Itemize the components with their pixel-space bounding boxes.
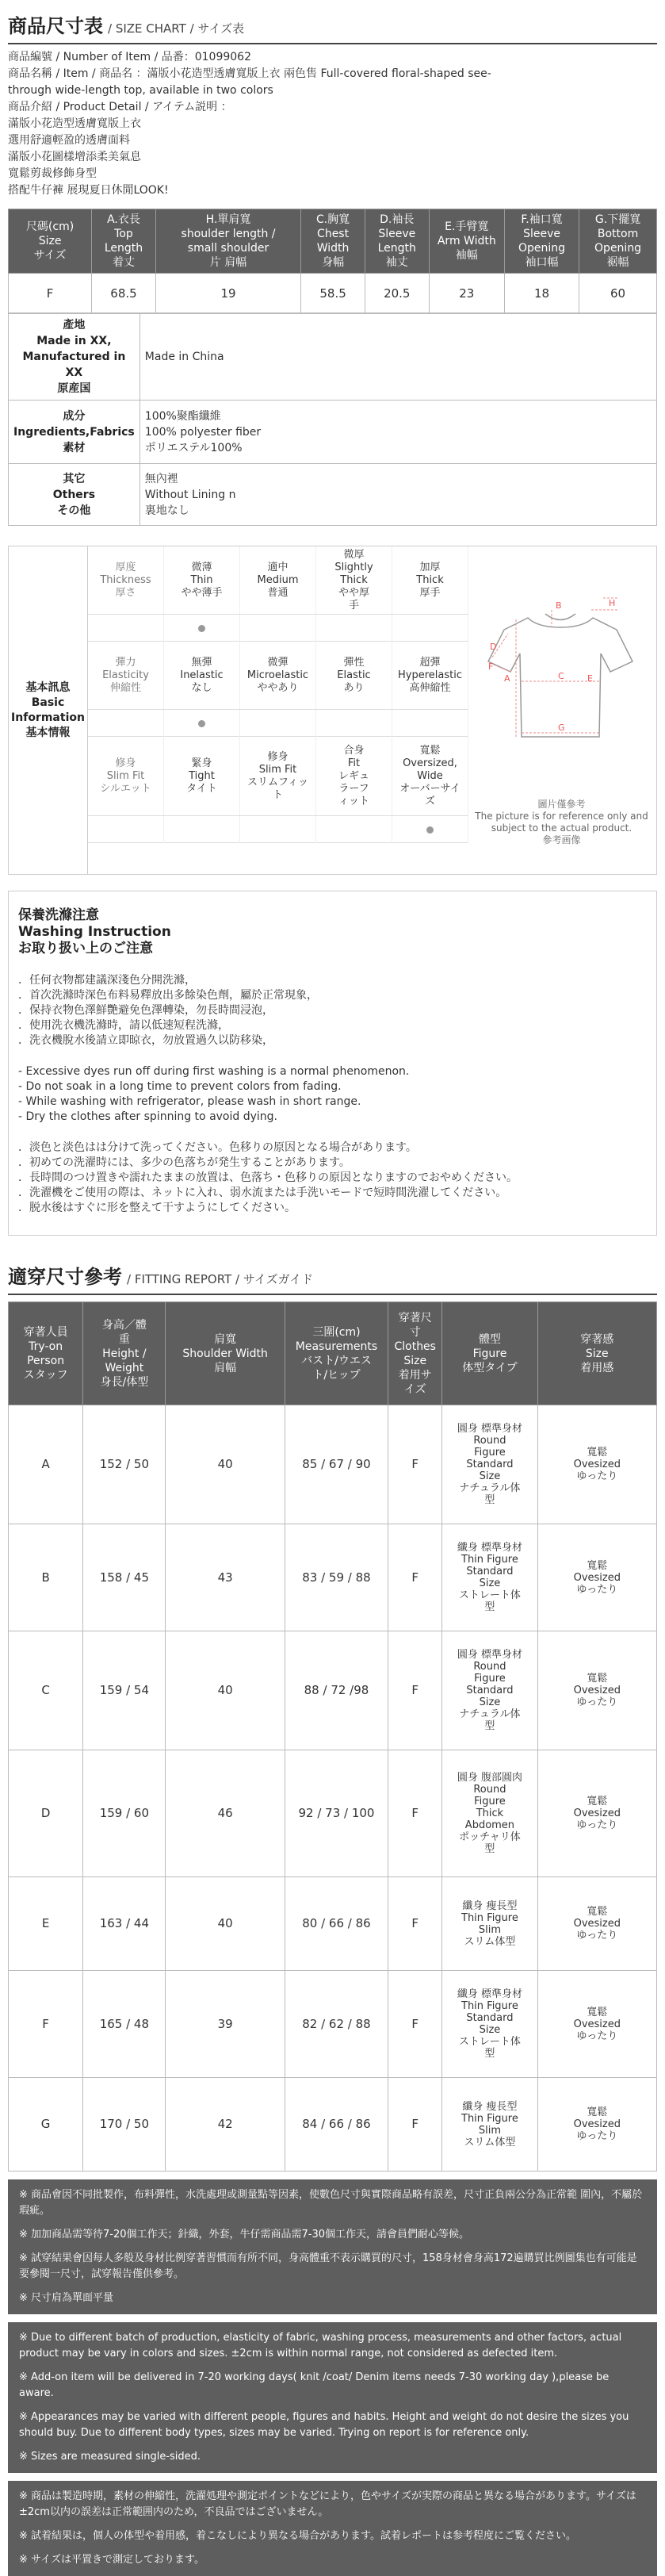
spacer: [88, 615, 164, 642]
notes-zh: [8, 2179, 657, 2314]
other-label: 其它 Others その他: [9, 464, 140, 526]
measurements: 82 / 62 / 88: [285, 1971, 388, 2078]
fitting-col-header: 身高／體 重 Height / Weight 身長/体型: [83, 1302, 166, 1405]
measurements: 84 / 66 / 86: [285, 2078, 388, 2172]
indicator-cell: [392, 615, 468, 642]
attribute-grid: [88, 546, 468, 843]
figure-label: H: [609, 598, 616, 608]
size-feel: 寬鬆 Ovesized ゆったり: [537, 1524, 656, 1631]
indicator-cell: [164, 615, 240, 642]
washing-line: - While washing with refrigerator, please wash in short range.: [18, 1095, 361, 1108]
product-info: [0, 44, 665, 199]
size-cell: 19: [155, 274, 300, 313]
size-chart-heading: [0, 10, 665, 38]
height-weight: 170 / 50: [83, 2078, 166, 2172]
figure-type: 纖身 標準身材 Thin Figure Standard Size ストレート体 型: [442, 1971, 537, 2078]
height-weight: 159 / 60: [83, 1750, 166, 1877]
figure-label: D: [490, 642, 497, 652]
try-on-person: F: [9, 1971, 83, 2078]
note-line: ※ Due to different batch of production, elasticity of fabric, washing process, measurements and other factors, actual product may be vary in colors and sizes. ±2cm is within normal range, not considered as defected item.: [19, 2332, 622, 2359]
note-line: ※ 商品會因不同批製作，布料彈性，水洗處理或測量點等因素，使數色尺寸與實際商品略有誤差，尺寸正負兩公分為正常範 圍內，不屬於瑕疵。: [19, 2189, 643, 2217]
info-line: 商品介紹 / Product Detail / アイテム説明 ：: [8, 101, 232, 113]
shoulder-width: 40: [166, 1631, 285, 1750]
basic-info-label: 基本訊息 Basic Information 基本情報: [9, 546, 88, 874]
fitting-row: [9, 1877, 657, 1971]
figure-note: 圖片僅參考 The picture is for reference only and subject to the actual product. 參考画像: [475, 799, 648, 845]
height-weight: 159 / 54: [83, 1631, 166, 1750]
fitting-row: [9, 1750, 657, 1877]
fitting-title: 適穿尺寸參考: [8, 1266, 122, 1288]
material-table: [8, 313, 657, 526]
note-line: ※ 尺寸肩為單面平量: [19, 2292, 114, 2304]
figure-type: 纖身 瘦長型 Thin Figure Slim スリム体型: [442, 1877, 537, 1971]
notes-jp: [8, 2481, 657, 2576]
other-value: 無內裡 Without Lining n 裏地なし: [139, 464, 656, 526]
size-col-header: G.下擺寬 Bottom Opening 裾幅: [579, 209, 657, 274]
measurements: 88 / 72 /98: [285, 1631, 388, 1750]
try-on-person: C: [9, 1631, 83, 1750]
info-line: 選用舒適輕盈的透膚面料: [8, 134, 130, 147]
note-line: ※ 商品は製造時期，素材の伸縮性，洗濯処理や測定ポイントなどにより，色やサイズが実際の商品と異なる場合があります。サイズは±2cm以内の誤差は正常範囲内のため，不良品ではございません。: [19, 2490, 636, 2518]
fitting-table: [8, 1301, 657, 2172]
size-col-header: A.衣長 Top Length 着丈: [92, 209, 156, 274]
washing-line: - Do not soak in a long time to prevent colors from fading.: [18, 1080, 342, 1093]
elasticity-option: 微彈 Microelastic ややあり: [240, 642, 316, 709]
basic-info-panel: [8, 546, 657, 875]
washing-line: - Dry the clothes after spinning to avoid dying.: [18, 1110, 277, 1123]
measurements: 85 / 67 / 90: [285, 1405, 388, 1524]
figure-label: G: [558, 723, 565, 733]
note-line: ※ Appearances may be varied with different people, figures and habits. Height and weight do not desire the sizes you should buy. Due to different body types, sizes may be varied. Trying on report is for reference only.: [19, 2411, 629, 2439]
fitting-row: [9, 1631, 657, 1750]
fitting-row: [9, 1971, 657, 2078]
indicator-cell: [316, 816, 392, 843]
washing-line: - Excessive dyes run off during first washing is a normal phenomenon.: [18, 1065, 410, 1078]
washing-line: ．洗濯機をご使用の際は、ネットに入れ、弱水流または手洗いモードで短時間洗濯してください。: [18, 1186, 507, 1199]
note-line: ※ サイズは平置きで測定しております。: [19, 2554, 204, 2566]
fit-label: 修身 Slim Fit シルエット: [88, 737, 164, 815]
fitting-row: [9, 1524, 657, 1631]
fitting-col-header: 穿著感 Size 着用感: [537, 1302, 656, 1405]
clothes-size: F: [388, 1750, 442, 1877]
washing-line: ．保持衣物色澤鮮艷避免色澤轉染，勿長時間浸泡，: [18, 1004, 273, 1017]
shoulder-width: 42: [166, 2078, 285, 2172]
measurements: 80 / 66 / 86: [285, 1877, 388, 1971]
washing-line: ．首次洗滌時深色布料易釋放出多餘染色劑，屬於正常現象，: [18, 989, 318, 1002]
indicator-cell: [240, 710, 316, 737]
figure-type: 圓身 標準身材 Round Figure Standard Size ナチュラル体 型: [442, 1631, 537, 1750]
indicator-cell: [392, 816, 468, 843]
washing-panel: [8, 891, 657, 1236]
size-cell: 20.5: [365, 274, 429, 313]
thickness-indicator-row: [88, 615, 468, 642]
clothes-size: F: [388, 1971, 442, 2078]
clothes-size: F: [388, 1524, 442, 1631]
height-weight: 152 / 50: [83, 1405, 166, 1524]
figure-label: A: [504, 673, 510, 684]
elasticity-label: 彈力 Elasticity 伸縮性: [88, 642, 164, 709]
size-cell: 18: [504, 274, 579, 313]
washing-line: ．淡色と淡色はは分けて洗ってください。色移りの原因となる場合があります。: [18, 1141, 417, 1154]
selected-dot: [198, 625, 205, 632]
indicator-cell: [392, 710, 468, 737]
size-cell: 68.5: [92, 274, 156, 313]
fitting-col-header: 三圍(cm) Measurements バスト/ウエス ト/ヒップ: [285, 1302, 388, 1405]
figure-label: B: [556, 600, 562, 611]
figure-type: 圓身 腹部圓肉 Round Figure Thick Abdomen ポッチャリ体 型: [442, 1750, 537, 1877]
fit-indicator-row: [88, 816, 468, 843]
try-on-person: D: [9, 1750, 83, 1877]
size-col-header: E.手臂寬 Arm Width 袖幅: [429, 209, 504, 274]
notes-en: [8, 2322, 657, 2473]
note-line: ※ 試着結果は，個人の体型や着用感，着こなしにより異なる場合があります。試着レポートは参考程度にご覧ください。: [19, 2530, 576, 2542]
figure-label: E: [587, 673, 593, 684]
selected-dot: [426, 826, 434, 834]
fitting-col-header: 肩寬 Shoulder Width 肩幅: [166, 1302, 285, 1405]
fit-option: 合身 Fit レギュ ラーフ ィット: [316, 737, 392, 815]
indicator-cell: [316, 710, 392, 737]
origin-value: Made in China: [139, 314, 656, 401]
shoulder-width: 39: [166, 1971, 285, 2078]
info-line: 商品名稱 / Item / 商品名 ：滿版小花造型透膚寬版上衣 兩色售 Full-covered floral-shaped see-: [8, 67, 491, 80]
elasticity-indicator-row: [88, 710, 468, 737]
info-line: 滿版小花造型透膚寬版上衣: [8, 117, 141, 130]
elasticity-option: 超彈 Hyperelastic 高伸縮性: [392, 642, 468, 709]
info-line: through wide-length top, available in two colors: [8, 84, 273, 97]
size-cell: 58.5: [301, 274, 365, 313]
fitting-col-header: 穿著人員 Try-on Person スタッフ: [9, 1302, 83, 1405]
indicator-cell: [316, 615, 392, 642]
height-weight: 158 / 45: [83, 1524, 166, 1631]
height-weight: 163 / 44: [83, 1877, 166, 1971]
shoulder-width: 40: [166, 1405, 285, 1524]
indicator-cell: [240, 615, 316, 642]
clothes-size: F: [388, 1405, 442, 1524]
figure-type: 纖身 瘦長型 Thin Figure Slim スリム体型: [442, 2078, 537, 2172]
size-chart-subtitle: / SIZE CHART / サイズ表: [108, 21, 245, 36]
info-line: 搭配牛仔褲 展現夏日休閒LOOK!: [8, 184, 169, 197]
size-col-header: 尺碼(cm) Size サイズ: [9, 209, 92, 274]
fitting-heading: [0, 1261, 665, 1289]
fitting-row: [9, 2078, 657, 2172]
info-line: 寬鬆剪裁修飾身型: [8, 167, 97, 180]
shoulder-width: 46: [166, 1750, 285, 1877]
size-cell: F: [9, 274, 92, 313]
note-line: ※ 試穿結果會因每人多般及身材比例穿著習慣而有所不同，身高體重不表示購買的尺寸，158身材會身高172遍購買比例圖集也有可能是要參閱一尺寸，試穿報告僅供參考。: [19, 2252, 637, 2280]
thickness-option: 加厚 Thick 厚手: [392, 546, 468, 614]
washing-zh: [18, 973, 647, 1048]
size-cell: 60: [579, 274, 657, 313]
size-feel: 寬鬆 Ovesized ゆったり: [537, 1405, 656, 1524]
washing-line: ．使用洗衣機洗滌時，請以低速短程洗滌，: [18, 1019, 229, 1032]
try-on-person: G: [9, 2078, 83, 2172]
clothes-size: F: [388, 1631, 442, 1750]
size-table: [8, 209, 657, 313]
elasticity-option: 彈性 Elastic あり: [316, 642, 392, 709]
size-col-header: D.袖長 Sleeve Length 袖丈: [365, 209, 429, 274]
thickness-option: 微厚 Slightly Thick やや厚 手: [316, 546, 392, 614]
info-line: 商品編號 / Number of Item / 品番：01099062: [8, 51, 251, 63]
washing-line: ．洗衣機脫水後請立即晾衣，勿放置過久以防移染，: [18, 1034, 273, 1047]
washing-line: ．初めての洗濯時には、多少の色落ちが発生することがあります。: [18, 1156, 350, 1169]
size-feel: 寬鬆 Ovesized ゆったり: [537, 1877, 656, 1971]
elasticity-option: 無彈 Inelastic なし: [164, 642, 240, 709]
size-col-header: F.袖口寬 Sleeve Opening 袖口幅: [504, 209, 579, 274]
thickness-option: 微薄 Thin やや薄手: [164, 546, 240, 614]
info-line: 滿版小花圖樣增添柔美氣息: [8, 151, 141, 163]
size-feel: 寬鬆 Ovesized ゆったり: [537, 1631, 656, 1750]
fit-option: 寬鬆 Oversized, Wide オーバーサイ ズ: [392, 737, 468, 815]
size-col-header: C.胸寬 Chest Width 身幅: [301, 209, 365, 274]
thickness-label: 厚度 Thickness 厚さ: [88, 546, 164, 614]
spacer: [88, 710, 164, 737]
size-col-header: H.單肩寬 shoulder length / small shoulder 片 肩幅: [155, 209, 300, 274]
note-line: ※ 加加商品需等待7-20個工作天；針織，外套，牛仔需商品需7-30個工作天，請會員們耐心等候。: [19, 2229, 470, 2241]
try-on-person: A: [9, 1405, 83, 1524]
figure-label: C: [558, 671, 564, 681]
thickness-option: 適中 Medium 普通: [240, 546, 316, 614]
elasticity-row: [88, 642, 468, 710]
fabric-value: 100%聚酯纖維 100% polyester fiber ポリエステル100%: [139, 401, 656, 464]
indicator-cell: [164, 816, 240, 843]
washing-jp: [18, 1140, 647, 1216]
fit-option: 緊身 Tight タイト: [164, 737, 240, 815]
size-chart-title: 商品尺寸表: [8, 15, 103, 37]
size-feel: 寬鬆 Ovesized ゆったり: [537, 1750, 656, 1877]
spacer: [88, 816, 164, 843]
try-on-person: E: [9, 1877, 83, 1971]
washing-title-en: Washing Instruction: [18, 924, 171, 940]
figure-type: 圓身 標準身材 Round Figure Standard Size ナチュラル体 型: [442, 1405, 537, 1524]
fitting-row: [9, 1405, 657, 1524]
size-feel: 寬鬆 Ovesized ゆったり: [537, 1971, 656, 2078]
indicator-cell: [164, 710, 240, 737]
indicator-cell: [240, 816, 316, 843]
measurements: 83 / 59 / 88: [285, 1524, 388, 1631]
size-cell: 23: [429, 274, 504, 313]
try-on-person: B: [9, 1524, 83, 1631]
note-line: ※ Sizes are measured single-sided.: [19, 2451, 201, 2463]
washing-title-zh: 保養洗滌注意: [18, 907, 99, 923]
origin-label: 產地 Made in XX, Manufactured in XX 原産国: [9, 314, 140, 401]
figure-label: F: [488, 661, 494, 672]
fabric-label: 成分 Ingredients,Fabrics 素材: [9, 401, 140, 464]
shoulder-width: 40: [166, 1877, 285, 1971]
selected-dot: [198, 720, 205, 727]
size-feel: 寬鬆 Ovesized ゆったり: [537, 2078, 656, 2172]
fitting-subtitle: / FITTING REPORT / サイズガイド: [127, 1272, 314, 1286]
thickness-row: [88, 546, 468, 615]
height-weight: 165 / 48: [83, 1971, 166, 2078]
washing-line: ．脱水後はすぐに形を整えて干すようにしてください。: [18, 1202, 296, 1214]
note-line: ※ Add-on item will be delivered in 7-20 working days( knit /coat/ Denim items needs 7-30 working day ),please be aware.: [19, 2371, 610, 2399]
fitting-col-header: 體型 Figure 体型タイプ: [442, 1302, 537, 1405]
figure-type: 纖身 標準身材 Thin Figure Standard Size ストレート体 型: [442, 1524, 537, 1631]
fitting-col-header: 穿著尺 寸 Clothes Size 着用サ イズ: [388, 1302, 442, 1405]
measurements: 92 / 73 / 100: [285, 1750, 388, 1877]
clothes-size: F: [388, 2078, 442, 2172]
washing-en: [18, 1064, 647, 1125]
shoulder-width: 43: [166, 1524, 285, 1631]
washing-line: ．長時間のつけ置きや濡れたままの放置は、色落ち・色移りの原因となりますのでおやめください。: [18, 1171, 518, 1184]
washing-title-jp: お取り扱い上のご注意: [18, 941, 153, 956]
washing-line: ．任何衣物都建議深淺色分開洗滌，: [18, 974, 196, 987]
fit-row: [88, 737, 468, 816]
clothes-size: F: [388, 1877, 442, 1971]
divider: [8, 1294, 657, 1295]
fit-option: 修身 Slim Fit スリムフィッ ト: [240, 737, 316, 815]
